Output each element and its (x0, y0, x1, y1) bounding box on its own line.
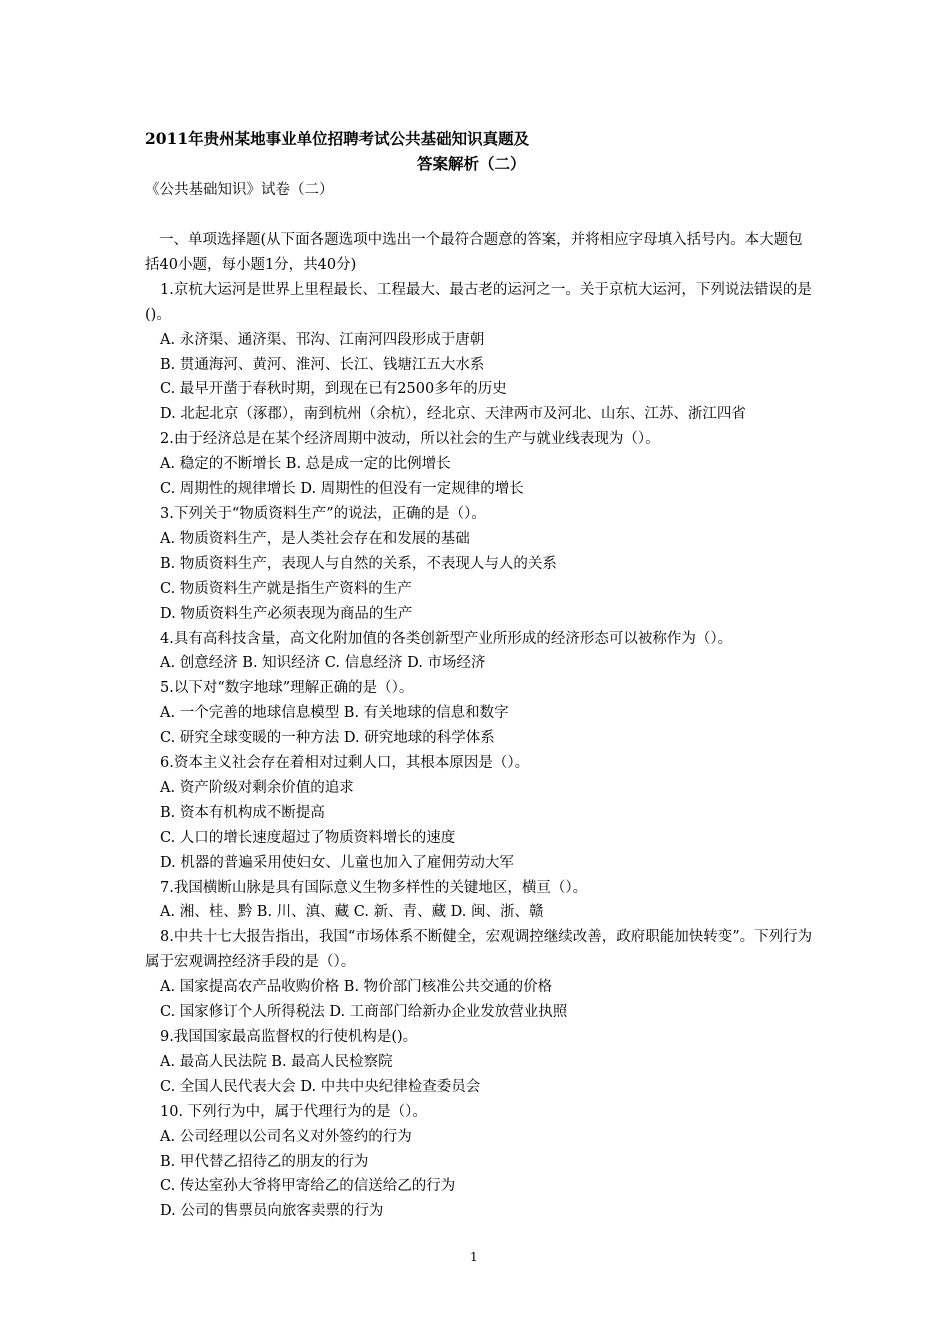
question-stem: 6.资本主义社会存在着相对过剩人口，其根本原因是（）。 (160, 755, 530, 772)
question-stem: 2.由于经济总是在某个经济周期中波动，所以社会的生产与就业线表现为（）。 (160, 431, 660, 448)
question-option: C. 物质资料生产就是指生产资料的生产 (160, 580, 412, 597)
question-option: B. 资本有机构成不断提高 (160, 804, 325, 821)
question-option: C. 全国人民代表大会 D. 中共中央纪律检查委员会 (160, 1078, 481, 1095)
question-option: C. 最早开凿于春秋时期，到现在已有2500多年的历史 (160, 381, 507, 398)
question-stem: 8.中共十七大报告指出，我国“市场体系不断健全，宏观调控继续改善，政府职能加快转变”。下列行为属于宏观调控经济手段的是（）。 (145, 929, 813, 971)
exam-subtitle: 《公共基础知识》试卷（二） (145, 182, 334, 198)
question-list (145, 278, 813, 1224)
question-option: C. 传达室孙大爷将甲寄给乙的信送给乙的行为 (160, 1178, 456, 1195)
question-option: A. 湘、桂、黔 B. 川、滇、藏 C. 新、青、藏 D. 闽、浙、赣 (160, 904, 544, 921)
question-option: A. 物质资料生产，是人类社会存在和发展的基础 (160, 530, 470, 547)
question-option: D. 北起北京（涿郡），南到杭州（余杭），经北京、天津两市及河北、山东、江苏、浙江四省 (160, 406, 746, 423)
document-title-line1: 2011年贵州某地事业单位招聘考试公共基础知识真题及 (145, 129, 530, 148)
question-option: C. 国家修订个人所得税法 D. 工商部门给新办企业发放营业执照 (160, 1004, 568, 1021)
question-option: C. 研究全球变暖的一种方法 D. 研究地球的科学体系 (160, 730, 495, 747)
question-stem: 5.以下对“数字地球”理解正确的是（）。 (160, 680, 414, 697)
question-option: A. 一个完善的地球信息模型 B. 有关地球的信息和数字 (160, 705, 509, 722)
question-stem: 4.具有高科技含量，高文化附加值的各类创新型产业所形成的经济形态可以被称作为（）。 (160, 630, 733, 647)
question-option: A. 资产阶级对剩余价值的追求 (160, 779, 354, 796)
question-option: B. 物质资料生产，表现人与自然的关系，不表现人与人的关系 (160, 555, 557, 572)
question-option: D. 机器的普遍采用使妇女、儿童也加入了雇佣劳动大军 (160, 854, 514, 871)
question-option: B. 贯通海河、黄河、淮河、长江、钱塘江五大水系 (160, 356, 485, 373)
question-option: B. 甲代替乙招待乙的朋友的行为 (160, 1153, 369, 1170)
question-option: D. 公司的售票员向旅客卖票的行为 (160, 1203, 384, 1220)
section-intro: 一、单项选择题(从下面各题选项中选出一个最符合题意的答案，并将相应字母填入括号内。本大题包括40小题，每小题1分，共40分) (145, 232, 803, 273)
question-option: A. 最高人民法院 B. 最高人民检察院 (160, 1053, 393, 1070)
document-title-line2: 答案解析（二） (417, 154, 526, 173)
question-stem: 10. 下列行为中，属于代理行为的是（）。 (160, 1103, 427, 1120)
question-stem: 9.我国国家最高监督权的行使机构是()。 (160, 1029, 418, 1045)
question-stem: 1.京杭大运河是世界上里程最长、工程最大、最古老的运河之一。关于京杭大运河，下列说法错误的是()。 (145, 281, 812, 323)
document-body (145, 228, 813, 1224)
question-option: D. 物质资料生产必须表现为商品的生产 (160, 605, 413, 622)
question-stem: 3.下列关于“物质资料生产”的说法，正确的是（）。 (160, 505, 486, 522)
question-option: A. 创意经济 B. 知识经济 C. 信息经济 D. 市场经济 (160, 655, 486, 672)
question-stem: 7.我国横断山脉是具有国际意义生物多样性的关键地区，横亘（）。 (160, 879, 588, 896)
page-number: 1 (470, 1250, 478, 1264)
question-option: A. 永济渠、通济渠、邗沟、江南河四段形成于唐朝 (160, 331, 485, 348)
question-option: A. 国家提高农产品收购价格 B. 物价部门核准公共交通的价格 (160, 979, 553, 996)
question-option: C. 人口的增长速度超过了物质资料增长的速度 (160, 829, 456, 846)
question-option: A. 稳定的不断增长 B. 总是成一定的比例增长 (160, 456, 451, 473)
question-option: A. 公司经理以公司名义对外签约的行为 (160, 1128, 412, 1145)
question-option: C. 周期性的规律增长 D. 周期性的但没有一定规律的增长 (160, 481, 524, 498)
